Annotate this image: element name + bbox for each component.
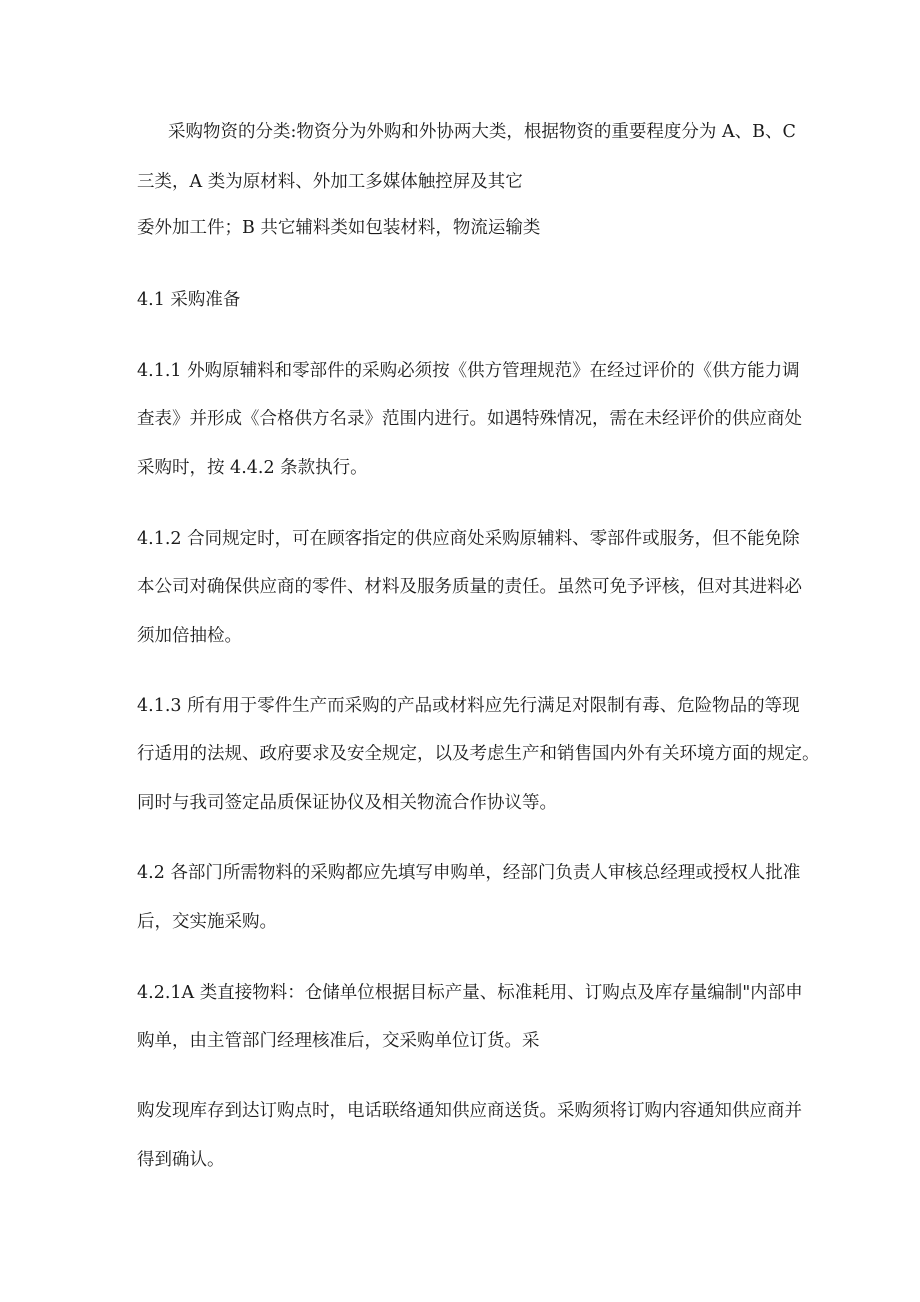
clause-4-2-line-2: 后，交实施采购。 — [137, 912, 277, 932]
clause-4-1-2-line-3: 须加倍抽检。 — [137, 626, 242, 646]
clause-4-2-1-line-1: 4.2.1A 类直接物料：仓储单位根据目标产量、标准耗用、订购点及库存量编制"内部申 — [137, 983, 803, 1003]
clause-4-1-3-line-2: 行适用的法规、政府要求及安全规定，以及考虑生产和销售国内外有关环境方面的规定。 — [137, 744, 820, 764]
clause-4-2-1-line-4: 得到确认。 — [137, 1150, 225, 1170]
clause-4-1-3-line-1: 4.1.3 所有用于零件生产而采购的产品或材料应先行满足对限制有毒、危险物品的等现 — [137, 696, 800, 716]
clause-4-1-1-line-2: 查表》并形成《合格供方名录》范围内进行。如遇特殊情况，需在未经评价的供应商处 — [137, 409, 802, 429]
clause-4-2-line-1: 4.2 各部门所需物料的采购都应先填写申购单，经部门负责人审核总经理或授权人批准 — [137, 863, 801, 883]
paragraph-classification-line-1: 采购物资的分类:物资分为外购和外协两大类，根据物资的重要程度分为 A、B、C — [168, 122, 796, 142]
clause-4-2-1-line-2: 购单，由主管部门经理核准后，交采购单位订货。采 — [137, 1031, 540, 1051]
clause-4-1-1-line-3: 采购时，按 4.4.2 条款执行。 — [137, 458, 368, 478]
paragraph-classification-line-2: 三类，A 类为原材料、外加工多媒体触控屏及其它 — [137, 172, 523, 192]
clause-4-2-1-line-3: 购发现库存到达订购点时，电话联络通知供应商送货。采购须将订购内容通知供应商并 — [137, 1101, 802, 1121]
section-heading-4-1: 4.1 采购准备 — [137, 290, 241, 310]
clause-4-1-3-line-3: 同时与我司签定品质保证协仪及相关物流合作协议等。 — [137, 793, 557, 813]
paragraph-classification-line-3: 委外加工件；B 共它辅料类如包装材料，物流运输类 — [137, 218, 541, 238]
clause-4-1-1-line-1: 4.1.1 外购原辅料和零部件的采购必须按《供方管理规范》在经过评价的《供方能力调 — [137, 361, 800, 381]
clause-4-1-2-line-1: 4.1.2 合同规定时，可在顾客指定的供应商处采购原辅料、零部件或服务，但不能免除 — [137, 529, 800, 549]
clause-4-1-2-line-2: 本公司对确保供应商的零件、材料及服务质量的责任。虽然可免予评核，但对其进料必 — [137, 577, 802, 597]
